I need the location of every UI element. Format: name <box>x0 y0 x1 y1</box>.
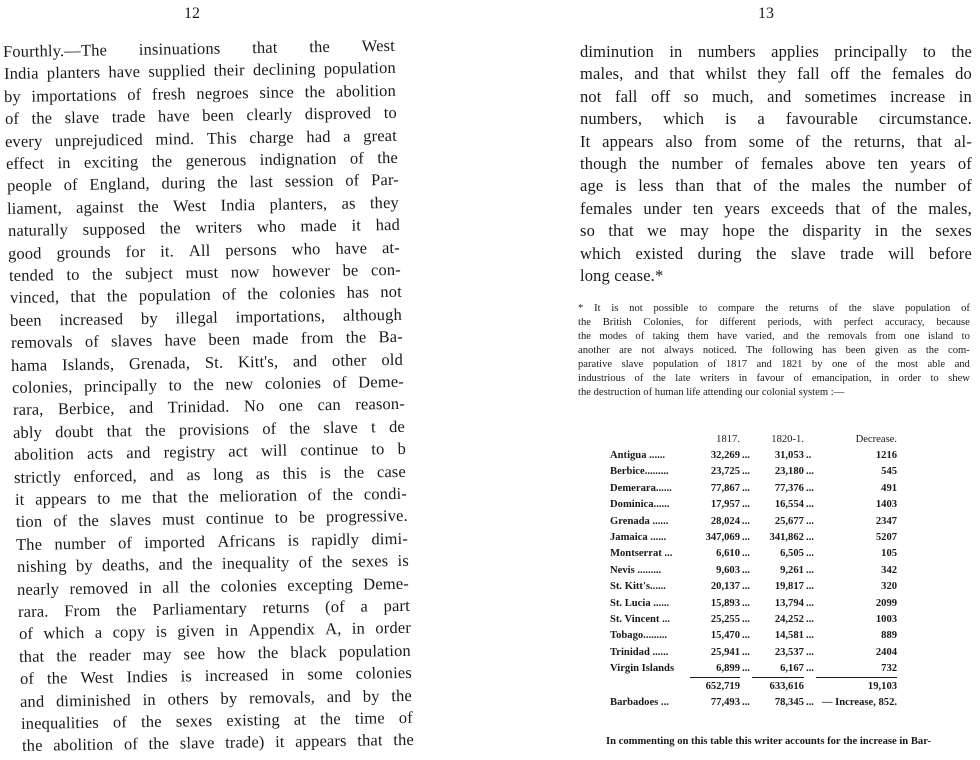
text-line: removals of slaves have been made from the Ba- <box>10 327 403 353</box>
footnote-line: the British Colonies, for different periods, with perfect accuracy, because <box>578 317 970 328</box>
table-row <box>610 660 897 677</box>
colony-name: Berbice......... <box>610 466 669 478</box>
cell-y1820: 14,581 <box>774 630 804 642</box>
text-line: naturally supposed the writers who made it had <box>7 215 400 241</box>
cell-y1817: 28,024 <box>710 515 740 527</box>
cell-decrease: 1003 <box>875 613 898 625</box>
table-row <box>610 644 897 660</box>
cell-s1: ... <box>742 581 750 593</box>
colony-name: Demerara...... <box>610 482 672 494</box>
text-line: not fall off so much, and sometimes increase in <box>580 86 972 106</box>
cell-s2: ... <box>805 466 814 478</box>
cell-s2: ... <box>805 515 814 527</box>
footnote-line: the destruction of human life attending our colonial system :— <box>578 387 845 398</box>
right-page <box>490 0 980 760</box>
cell-y1820: 16,554 <box>774 499 804 511</box>
table-row <box>610 497 897 513</box>
cell-y1817: 77,867 <box>710 482 740 494</box>
text-line: It appears also from some of the returns, that al- <box>580 131 972 151</box>
text-line: it appears to me that the melioration of the condi- <box>14 483 408 509</box>
table-row <box>610 579 897 595</box>
text-line: vinced, that the population of the colonies has not <box>9 282 402 308</box>
text-line: every unprejudiced mind. This charge had a great <box>5 125 398 151</box>
text-line: strictly enforced, and as long as this is the case <box>14 461 407 487</box>
table-header-row <box>610 431 897 447</box>
cell-decrease: 342 <box>881 564 898 576</box>
cell-s2: ... <box>805 482 814 494</box>
text-line: females under ten years exceeds that of the males, <box>580 198 972 218</box>
text-line: of the slave trade have been clearly disproved to <box>4 103 397 129</box>
text-line: numbers, which is a favourable circumstance. <box>580 109 972 129</box>
footnote-line: * It is not possible to compare the returns of the slave population of <box>578 303 970 314</box>
text-line: tion of the slaves must continue to be progressive. <box>15 506 408 532</box>
colony-name: St. Kitt's...... <box>610 581 666 593</box>
text-line: by importations of fresh negroes since the abolition <box>4 80 397 106</box>
table-row <box>610 546 897 562</box>
cell-decrease: 2099 <box>875 597 898 609</box>
cell-s1: ... <box>742 630 750 642</box>
text-line: effect in exciting the generous indignation of the <box>5 147 398 173</box>
cell-y1817: 15,470 <box>710 630 740 642</box>
cell-y1820: 6,167 <box>780 663 804 675</box>
cell-y1820: 9,261 <box>780 564 804 576</box>
cell-y1817: 9,603 <box>716 564 740 576</box>
cell-s2: ... <box>805 597 814 609</box>
cell-y1820: 13,794 <box>774 597 804 609</box>
cell-decrease: 1216 <box>875 450 898 462</box>
cell-s2: ... <box>805 663 814 675</box>
cell-decrease: 1403 <box>875 499 898 511</box>
text-line: long cease.* <box>580 266 664 285</box>
cell-y1817: 17,957 <box>710 499 740 511</box>
cell-decrease: 732 <box>881 663 898 675</box>
cell-s1: ... <box>742 597 750 609</box>
colony-name: Grenada ...... <box>610 515 669 527</box>
cell-y1817: 32,269 <box>710 450 740 462</box>
cell-s1: ... <box>742 613 750 625</box>
cell-decrease: 889 <box>881 630 898 642</box>
colony-name: Montserrat ... <box>610 548 673 560</box>
cell-y1820: 341,862 <box>769 532 804 544</box>
cell-decrease: 2404 <box>875 646 898 658</box>
colony-name: Nevis ......... <box>610 564 662 576</box>
text-line: age is less than that of the males the number of <box>580 176 972 196</box>
footnote-line: industrious of the late writers in favour of emancipation, in order to shew <box>578 373 970 384</box>
table-row <box>610 628 897 644</box>
col-decrease: Decrease. <box>855 433 898 445</box>
text-line: of which a copy is given in Appendix A, in order <box>18 618 411 644</box>
cell-s1: ... <box>742 466 750 478</box>
text-line: abolition acts and registry act will continue to b <box>13 439 406 465</box>
cell-decrease: 105 <box>881 548 898 560</box>
cell-y1817: 6,899 <box>716 663 740 675</box>
text-line: which existed during the slave trade will before <box>580 243 972 263</box>
cell-s2: ... <box>805 581 814 593</box>
table-row <box>610 447 897 463</box>
footnote-line: parative slave population of 1817 and 1821 by one of the most able and <box>578 359 970 370</box>
cell-s1: ... <box>742 482 750 494</box>
colony-name: Virgin Islands <box>610 663 675 675</box>
colony-name: Barbadoes ... <box>610 696 669 708</box>
table-row <box>610 480 897 496</box>
cell-s2: ... <box>805 613 814 625</box>
text-line: diminution in numbers applies principally to the <box>580 42 972 61</box>
cell-y1820: 24,252 <box>774 613 804 625</box>
text-line: people of England, during the last session of Par- <box>6 170 399 196</box>
table-row <box>610 513 897 529</box>
table-row <box>610 595 897 611</box>
total-1820: 633,616 <box>752 677 804 694</box>
cell-y1820: 23,537 <box>774 646 804 658</box>
cell-s1: ... <box>742 663 750 675</box>
cell-s1: ... <box>742 499 750 511</box>
cell-y1820: 77,376 <box>774 482 804 494</box>
barbadoes-row: Barbadoes ... 77,493 ... 78,345 ... — Increase, 852. <box>610 694 897 710</box>
cell-s1: ... <box>742 515 750 527</box>
cell-s2: ... <box>805 564 814 576</box>
total-1817: 652,719 <box>690 677 740 694</box>
cell-s2: .. <box>805 450 812 462</box>
text-line: and diminished in others by removals, and by the <box>20 685 413 711</box>
text-line: nishing by deaths, and the inequality of the sexes is <box>16 551 409 577</box>
text-line: that the reader may see how the black population <box>19 640 412 666</box>
cell-decrease: 491 <box>881 482 898 494</box>
cell-y1820: 23,180 <box>774 466 804 478</box>
cell-decrease: 320 <box>881 581 898 593</box>
cell-decrease: 5207 <box>875 532 898 544</box>
text-line: of the West Indies is increased in some colonies <box>19 663 412 689</box>
colony-name: Dominica...... <box>610 499 670 511</box>
colony-name: Trinidad ...... <box>610 646 669 658</box>
text-line: The number of imported Africans is rapidly dimi- <box>16 528 409 554</box>
page-number: 13 <box>758 5 774 22</box>
text-line: rara. From the Parliamentary returns (of a part <box>17 595 410 621</box>
cell-s1: ... <box>742 564 750 576</box>
cell-s2: ... <box>805 548 814 560</box>
cell-y1820: 31,053 <box>774 450 804 462</box>
cell-y1817: 20,137 <box>710 581 740 593</box>
text-line: been increased by illegal importations, although <box>10 304 403 330</box>
text-line: so that we may hope the disparity in the sexes <box>580 221 972 241</box>
total-decrease: 19,103 <box>816 677 897 694</box>
col-1817: 1817. <box>716 433 740 445</box>
footnote-line: the modes of taking them have varied, and the removals from one island to <box>578 331 970 342</box>
cell-y1820: 6,505 <box>780 548 804 560</box>
cell-y1817: 347,069 <box>705 532 740 544</box>
footnote-line: another are not always noticed. The following has been given as the com- <box>578 345 970 356</box>
page-number: 12 <box>184 5 200 22</box>
table-row <box>610 529 897 545</box>
text-line: the abolition of the slave trade) it appears that the <box>21 730 414 756</box>
table-row <box>610 562 897 578</box>
totals-row <box>610 677 897 694</box>
text-line: males, and that whilst they fall off the females do <box>580 64 972 84</box>
cell-s2: ... <box>805 630 814 642</box>
cell-y1817: 23,725 <box>710 466 740 478</box>
text-line: ably doubt that the provisions of the slave t de <box>13 416 406 442</box>
cell-y1817: 15,893 <box>710 597 740 609</box>
footnote <box>578 302 970 400</box>
text-line: India planters have supplied their declining population <box>3 58 396 84</box>
cell-y1817: 25,255 <box>710 613 740 625</box>
colony-name: Antigua ...... <box>610 450 666 462</box>
cell-y1817: 6,610 <box>716 548 740 560</box>
cell-y1817: 25,941 <box>710 646 740 658</box>
continuation-line: In commenting on this table this writer accounts for the increase in Bar- <box>606 736 932 747</box>
text-line: hama Islands, Grenada, St. Kitt's, and other old <box>11 349 404 375</box>
col-1820: 1820-1. <box>771 433 804 445</box>
cell-y1820: 25,677 <box>774 515 804 527</box>
colony-name: Jamaica ...... <box>610 532 667 544</box>
cell-y1820: 19,817 <box>774 581 804 593</box>
colony-name: St. Vincent ... <box>610 613 671 625</box>
text-line: colonies, principally to the new colonies of Deme- <box>11 371 405 397</box>
cell-decrease: 2347 <box>875 515 898 527</box>
cell-s1: ... <box>742 450 750 462</box>
colony-name: St. Lucia ...... <box>610 597 670 609</box>
text-line: rara, Berbice, and Trinidad. No one can reason- <box>12 394 405 420</box>
cell-decrease: 545 <box>881 466 898 478</box>
cell-s1: ... <box>742 646 750 658</box>
cell-s1: ... <box>742 548 750 560</box>
colony-name: Tobago......... <box>610 630 668 642</box>
cell-s2: ... <box>805 499 814 511</box>
cell-s2: ... <box>805 532 814 544</box>
cell-s2: ... <box>805 646 814 658</box>
text-line: tended to the subject must now however be con- <box>8 259 402 285</box>
table-row <box>610 611 897 627</box>
table-row <box>610 464 897 480</box>
text-line: Fourthly.—The insinuations that the West <box>2 35 396 61</box>
cell-s1: ... <box>742 532 750 544</box>
population-table <box>610 431 897 711</box>
text-line: good grounds for it. All persons who have at- <box>8 237 401 263</box>
text-line: inequalities of the sexes existing at the time of <box>20 707 414 733</box>
increase-note: — Increase, 852. <box>821 696 898 708</box>
text-line: liament, against the West India planters, as they <box>7 192 400 218</box>
text-line: nearly removed in all the colonies excepting Deme- <box>17 573 410 599</box>
text-line: though the number of females above ten years of <box>580 154 972 173</box>
